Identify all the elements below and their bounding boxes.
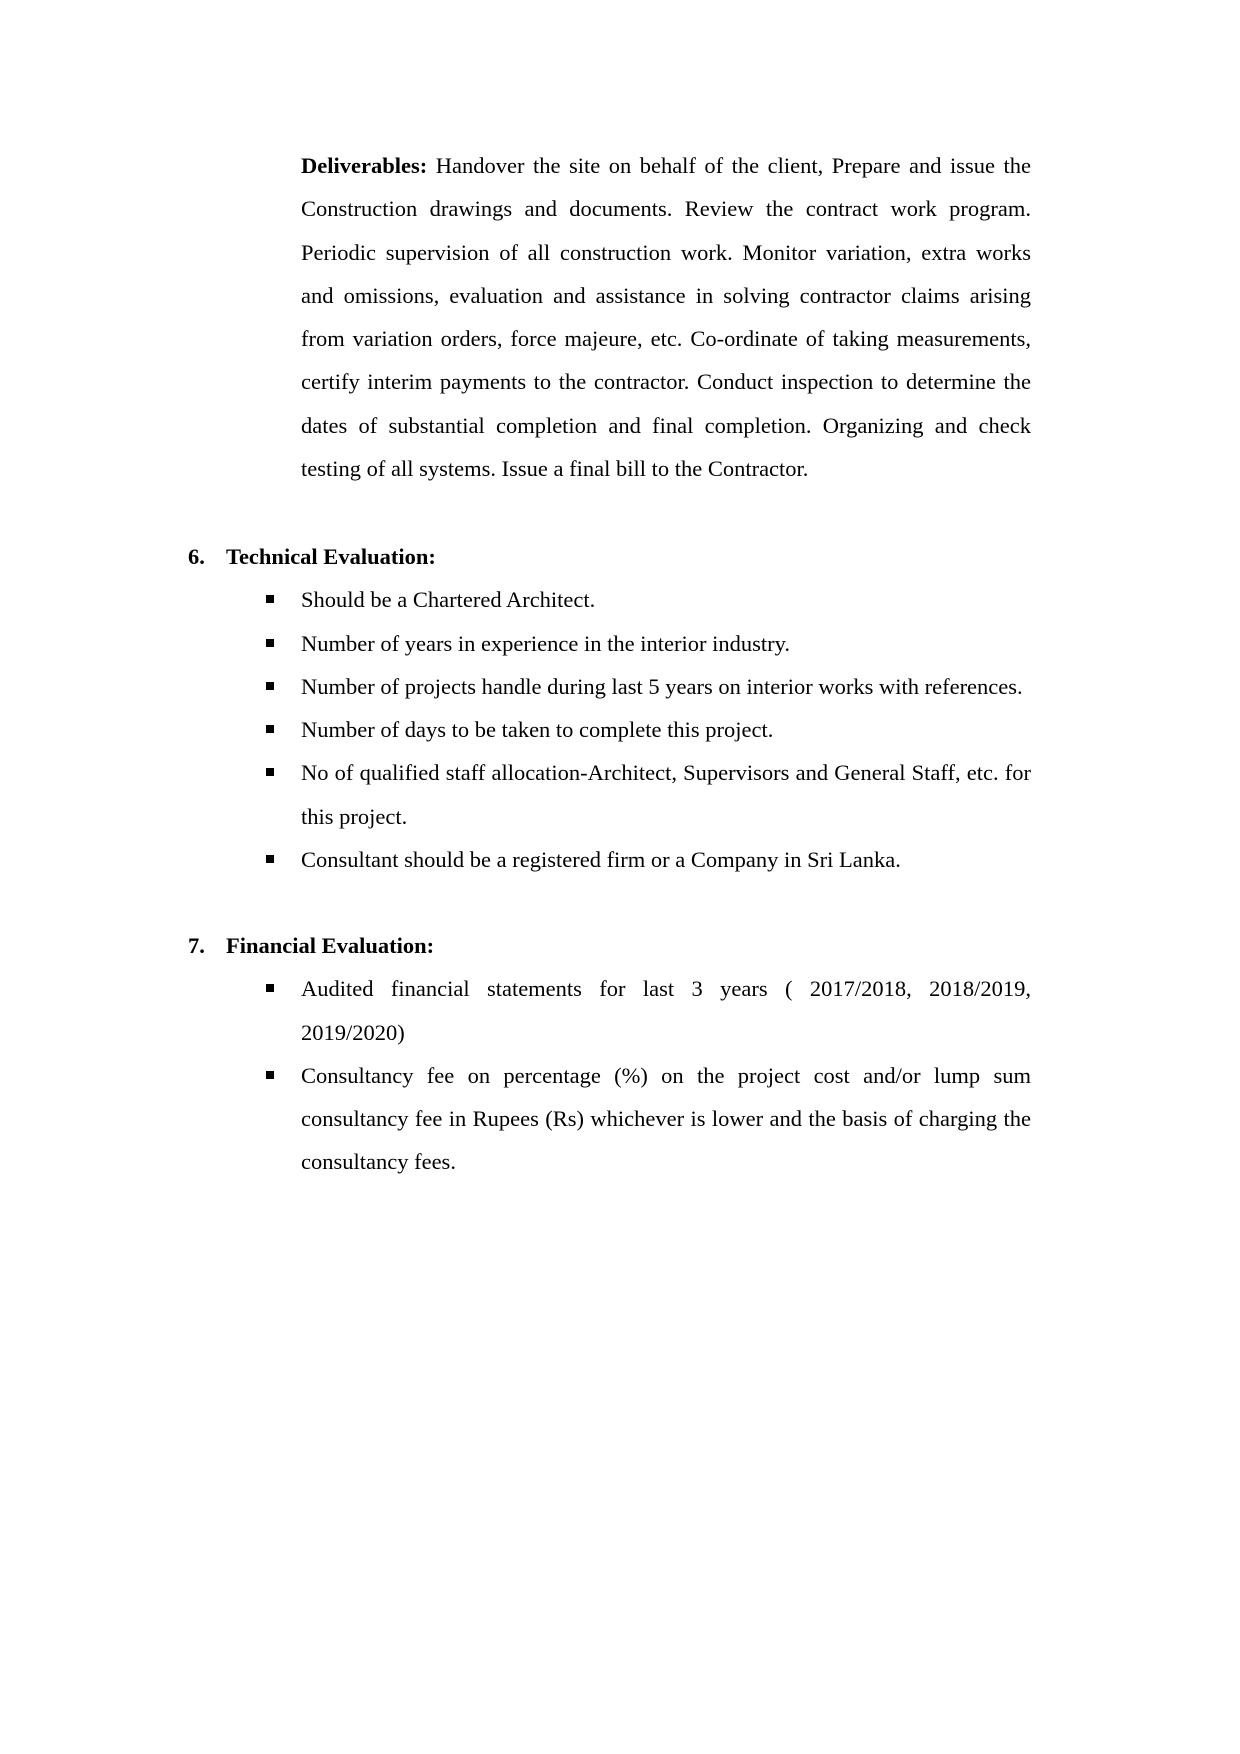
list-item — [188, 838, 1031, 881]
deliverables-paragraph — [301, 144, 1031, 490]
financial-criteria-list — [188, 967, 1031, 1183]
bullet-square-icon — [266, 855, 274, 863]
financial-evaluation-section — [188, 924, 1031, 1184]
bullet-square-icon — [266, 725, 274, 733]
technical-criteria-list — [188, 578, 1031, 881]
bullet-square-icon — [266, 1071, 274, 1079]
list-item — [188, 1054, 1031, 1184]
section-title: Technical Evaluation: — [226, 544, 436, 569]
list-item-text: Consultancy fee on percentage (%) on the project cost and/or lump sum consultancy fee in Rupees (Rs) whichever is lower and the basis of charging the consultancy fees. — [301, 1062, 1031, 1175]
list-item — [188, 708, 1031, 751]
list-item-text: Number of years in experience in the interior industry. — [301, 630, 791, 656]
list-item-text: Number of projects handle during last 5 years on interior works with references. — [301, 673, 1023, 699]
list-item — [188, 967, 1031, 1054]
bullet-square-icon — [266, 768, 274, 776]
bullet-square-icon — [266, 639, 274, 647]
bullet-square-icon — [266, 682, 274, 690]
list-item-text: Number of days to be taken to complete this project. — [301, 717, 774, 743]
section-number: 7. — [188, 933, 205, 958]
deliverables-text: Handover the site on behalf of the client, Prepare and issue the Construction drawings and documents. Review the contract work program. Periodic supervision of all construction work. Monitor variation, extra works and omissions, evaluation and assistance in solving contractor claims arising from variation orders, force majeure, etc. Co-ordinate of taking measurements, certify interim payments to the contractor. Conduct inspection to determine the dates of substantial completion and final completion. Organizing and check testing of all systems. Issue a final bill to the Contractor. — [301, 153, 1031, 482]
section-heading — [188, 924, 1031, 967]
bullet-square-icon — [266, 984, 274, 992]
deliverables-label: Deliverables: — [301, 153, 428, 178]
bullet-square-icon — [266, 595, 274, 603]
list-item — [188, 665, 1031, 708]
section-number: 6. — [188, 544, 205, 569]
list-item — [188, 751, 1031, 838]
section-heading — [188, 535, 1031, 578]
list-item-text: No of qualified staff allocation-Architect, Supervisors and General Staff, etc. for this project. — [301, 760, 1031, 829]
technical-evaluation-section — [188, 535, 1031, 881]
list-item-text: Audited financial statements for last 3 years ( 2017/2018, 2018/2019, 2019/2020) — [301, 976, 1031, 1045]
list-item-text: Consultant should be a registered firm or a Company in Sri Lanka. — [301, 847, 901, 873]
list-item-text: Should be a Chartered Architect. — [301, 587, 596, 613]
section-title: Financial Evaluation: — [226, 933, 435, 958]
list-item — [188, 578, 1031, 621]
list-item — [188, 622, 1031, 665]
